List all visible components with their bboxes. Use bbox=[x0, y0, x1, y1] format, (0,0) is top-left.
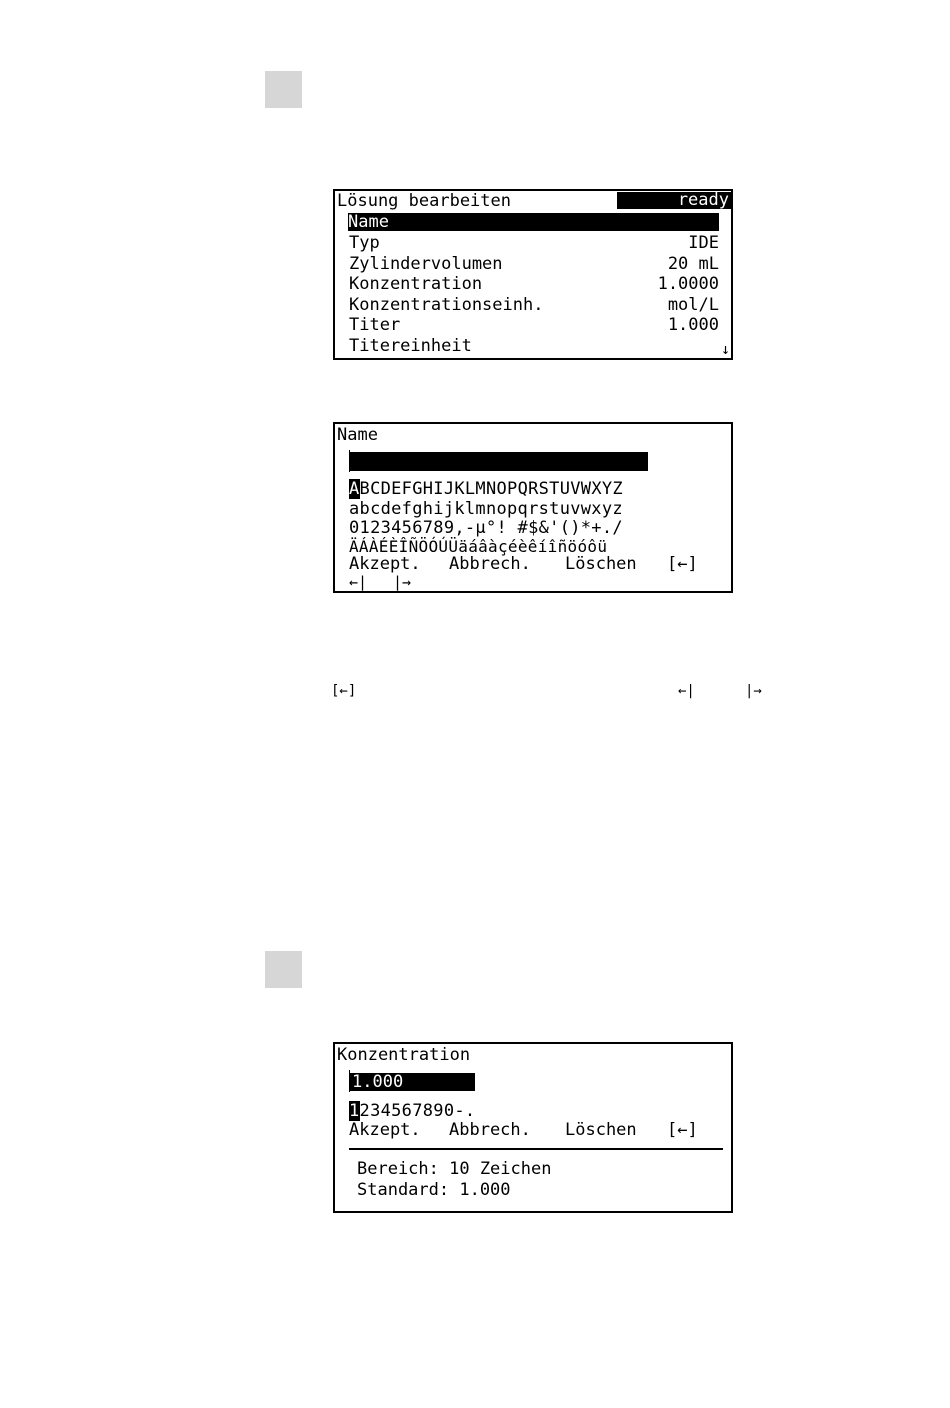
cursor-left-symbol: ←| bbox=[678, 683, 695, 699]
delete-button[interactable]: Löschen bbox=[565, 554, 637, 574]
accented-char-row[interactable]: ÄÁÀÉÈÎÑÖÓÚÜäáâàçéèêíîñöóôü bbox=[349, 537, 608, 556]
name-entry-screen bbox=[333, 422, 733, 593]
divider bbox=[349, 1148, 723, 1150]
menu-item-concentration-unit[interactable] bbox=[349, 295, 719, 315]
backspace-symbol: [←] bbox=[331, 683, 357, 699]
accept-button[interactable]: Akzept. bbox=[349, 554, 421, 574]
menu-item-name[interactable] bbox=[348, 213, 719, 231]
menu-item-cylinder-volume[interactable] bbox=[349, 254, 719, 274]
menu-item-titer-unit[interactable] bbox=[349, 336, 719, 356]
menu-item-value: mol/L bbox=[667, 295, 719, 315]
char-row-text: 234567890-. bbox=[359, 1101, 476, 1121]
range-info: Bereich: 10 Zeichen bbox=[357, 1159, 552, 1179]
solution-edit-screen bbox=[333, 189, 733, 360]
cursor-right-symbol: |→ bbox=[745, 683, 762, 699]
menu-item-value: 20 mL bbox=[667, 254, 719, 274]
screen-title: Konzentration bbox=[337, 1045, 471, 1065]
char-row-text: BCDEFGHIJKLMNOPQRSTUVWXYZ bbox=[359, 479, 623, 499]
uppercase-char-row[interactable] bbox=[349, 479, 623, 499]
menu-item-label: Titereinheit bbox=[349, 336, 472, 356]
cursor-left-button[interactable]: ←| bbox=[349, 573, 368, 591]
screen-title: Name bbox=[337, 425, 378, 445]
concentration-input[interactable]: 1.000 bbox=[350, 1073, 475, 1091]
step-marker bbox=[265, 71, 302, 108]
menu-item-concentration[interactable] bbox=[349, 274, 719, 294]
delete-button[interactable]: Löschen bbox=[565, 1120, 637, 1140]
cancel-button[interactable]: Abbrech. bbox=[449, 1120, 531, 1140]
scroll-down-icon: ↓ bbox=[720, 340, 730, 358]
menu-item-value: 1.000 bbox=[667, 315, 719, 335]
menu-item-type[interactable] bbox=[349, 233, 719, 253]
digit-char-row[interactable] bbox=[349, 1101, 475, 1121]
cursor-right-button[interactable]: |→ bbox=[393, 573, 412, 591]
selected-char[interactable]: A bbox=[349, 479, 360, 499]
menu-item-titer[interactable] bbox=[349, 315, 719, 335]
step-marker bbox=[265, 951, 302, 988]
backspace-button[interactable]: [←] bbox=[667, 554, 698, 574]
menu-item-label: Name bbox=[348, 212, 389, 232]
cursor-key-row bbox=[349, 572, 719, 593]
menu-item-label: Konzentrationseinh. bbox=[349, 295, 544, 315]
menu-item-value: 1.0000 bbox=[657, 274, 719, 294]
menu-item-label: Titer bbox=[349, 315, 401, 335]
selected-char[interactable]: 1 bbox=[349, 1101, 360, 1121]
screen-title: Lösung bearbeiten bbox=[337, 191, 511, 211]
default-info: Standard: 1.000 bbox=[357, 1180, 511, 1200]
backspace-button[interactable]: [←] bbox=[667, 1120, 698, 1140]
lowercase-char-row[interactable]: abcdefghijklmnopqrstuvwxyz bbox=[349, 499, 623, 519]
cancel-button[interactable]: Abbrech. bbox=[449, 554, 531, 574]
menu-item-label: Typ bbox=[349, 233, 380, 253]
name-input[interactable] bbox=[350, 452, 648, 471]
menu-item-value: IDE bbox=[688, 233, 719, 253]
concentration-entry-screen bbox=[333, 1042, 733, 1213]
status-badge: ready bbox=[617, 192, 731, 209]
menu-item-label: Zylindervolumen bbox=[349, 254, 503, 274]
digits-symbols-char-row[interactable]: 0123456789,-µ°! #$&'()*+./ bbox=[349, 518, 623, 538]
menu-item-label: Konzentration bbox=[349, 274, 483, 294]
accept-button[interactable]: Akzept. bbox=[349, 1120, 421, 1140]
